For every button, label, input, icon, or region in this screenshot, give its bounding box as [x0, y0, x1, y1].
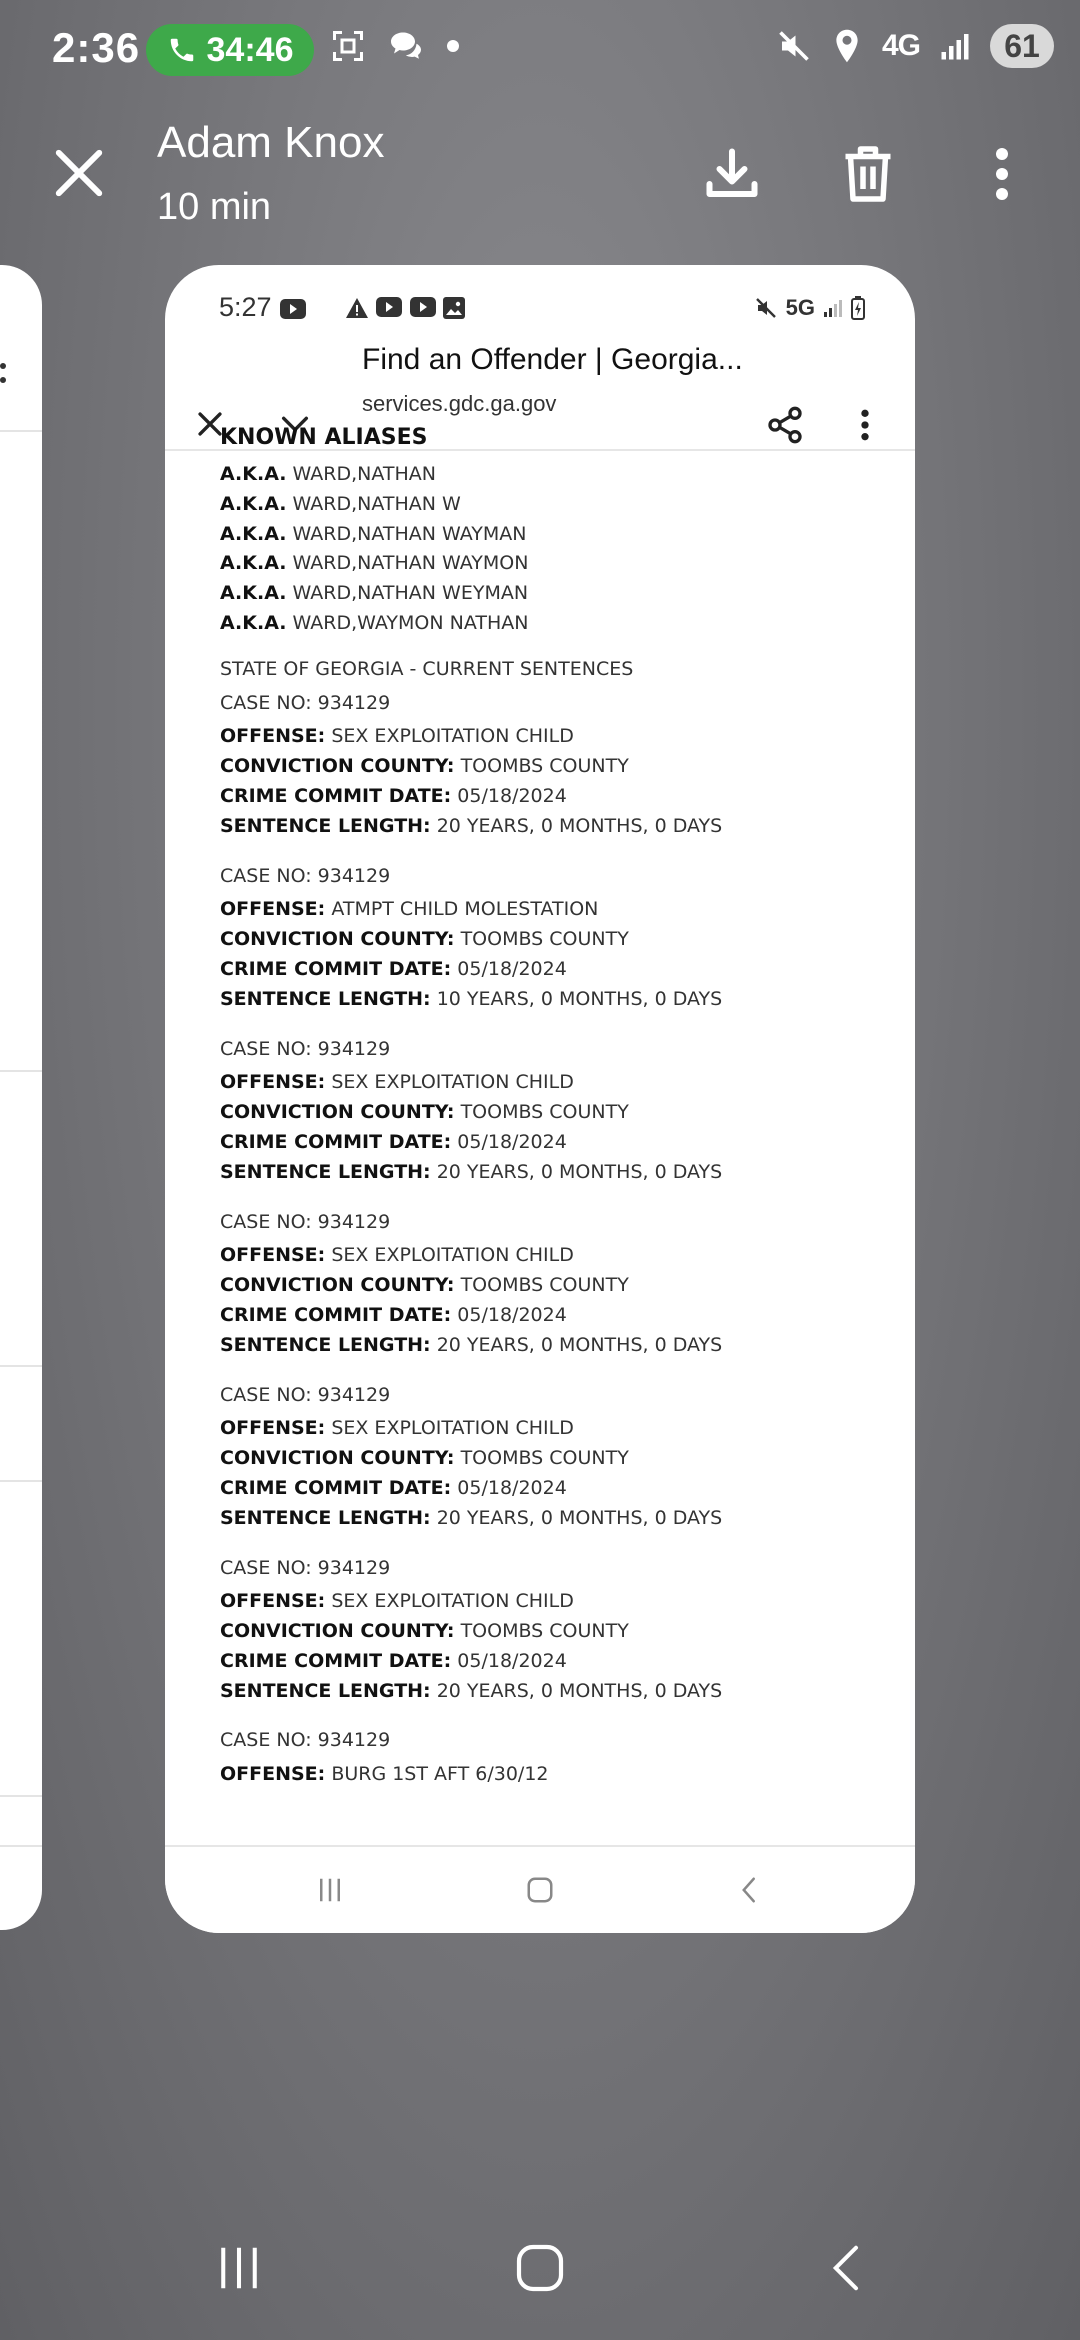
case-number: CASE NO: 934129	[220, 864, 391, 887]
date-row	[220, 1301, 870, 1331]
offense-value: ATMPT CHILD MOLESTATION	[331, 898, 599, 921]
case-number: CASE NO: 934129	[220, 1210, 391, 1233]
download-icon[interactable]	[702, 142, 762, 206]
date-row	[220, 1128, 870, 1158]
length-row	[220, 812, 870, 842]
offense-row	[220, 1414, 870, 1444]
preview-status-time: 5:27	[219, 292, 272, 322]
length-row	[220, 1677, 870, 1707]
offense-label: OFFENSE:	[220, 1763, 326, 1786]
aka-label: A.K.A.	[220, 552, 287, 575]
county-value: TOOMBS COUNTY	[460, 1620, 629, 1643]
offense-value: SEX EXPLOITATION CHILD	[331, 1244, 574, 1267]
status-icons-left	[330, 28, 460, 64]
alias-value: WARD,WAYMON NATHAN	[292, 611, 529, 634]
notification-dot-icon	[446, 39, 460, 53]
offense-label: OFFENSE:	[220, 1244, 326, 1267]
list-item	[220, 609, 870, 639]
case-entry	[220, 1726, 870, 1790]
previous-recent-card[interactable]	[0, 265, 42, 1930]
youtube-icon	[280, 299, 306, 319]
county-label: CONVICTION COUNTY:	[220, 928, 455, 951]
home-icon	[525, 1875, 555, 1905]
offense-label: OFFENSE:	[220, 898, 326, 921]
length-row	[220, 1504, 870, 1534]
page-title: Find an Offender | Georgia...	[362, 343, 743, 376]
status-time: 2:36	[52, 24, 141, 71]
alias-list	[220, 460, 870, 639]
case-number: CASE NO: 934129	[220, 1383, 391, 1406]
mute-icon	[776, 28, 812, 64]
length-value: 10 YEARS, 0 MONTHS, 0 DAYS	[436, 987, 723, 1010]
offense-row	[220, 1587, 870, 1617]
aka-label: A.K.A.	[220, 463, 287, 485]
contact-name: Adam Knox	[157, 118, 385, 167]
list-item	[220, 549, 870, 579]
alias-value: WARD,NATHAN W	[292, 492, 461, 515]
length-row	[220, 1331, 870, 1361]
county-value: TOOMBS COUNTY	[460, 1274, 629, 1297]
county-row	[220, 1271, 870, 1301]
signal-icon	[823, 298, 843, 318]
offense-row	[220, 722, 870, 752]
date-label: CRIME COMMIT DATE:	[220, 1476, 452, 1499]
offense-value: SEX EXPLOITATION CHILD	[331, 1590, 574, 1613]
length-value: 20 YEARS, 0 MONTHS, 0 DAYS	[436, 814, 723, 837]
date-value: 05/18/2024	[457, 957, 567, 980]
date-row	[220, 1647, 870, 1677]
warning-icon	[345, 297, 369, 319]
list-item	[220, 490, 870, 520]
date-label: CRIME COMMIT DATE:	[220, 1649, 452, 1672]
case-number: CASE NO: 934129	[220, 1729, 391, 1752]
case-entry	[220, 862, 870, 1015]
date-label: CRIME COMMIT DATE:	[220, 1130, 452, 1153]
offense-row	[220, 1068, 870, 1098]
length-value: 20 YEARS, 0 MONTHS, 0 DAYS	[436, 1679, 723, 1702]
length-label: SENTENCE LENGTH:	[220, 1160, 431, 1183]
alias-value: WARD,NATHAN WEYMAN	[292, 582, 529, 605]
preview-notification-icons	[345, 297, 465, 319]
offense-value: SEX EXPLOITATION CHILD	[331, 725, 574, 748]
county-row	[220, 1444, 870, 1474]
case-entry	[220, 1381, 870, 1534]
length-label: SENTENCE LENGTH:	[220, 1333, 431, 1356]
back-icon	[735, 1875, 765, 1905]
offense-label: OFFENSE:	[220, 1417, 326, 1440]
date-value: 05/18/2024	[457, 1649, 567, 1672]
trash-icon[interactable]	[838, 142, 898, 206]
case-entry	[220, 1208, 870, 1361]
preview-status-icons	[280, 299, 306, 319]
county-value: TOOMBS COUNTY	[460, 755, 629, 778]
length-row	[220, 985, 870, 1015]
offense-value: SEX EXPLOITATION CHILD	[331, 1417, 574, 1440]
aliases-heading: KNOWN ALIASES	[220, 425, 428, 450]
navigation-bar	[0, 2220, 1080, 2320]
network-type: 4G	[881, 29, 920, 62]
home-button-icon[interactable]	[512, 2240, 568, 2296]
offense-row	[220, 1241, 870, 1271]
length-label: SENTENCE LENGTH:	[220, 814, 431, 837]
screenshot-icon	[330, 28, 366, 64]
case-number: CASE NO: 934129	[220, 1037, 391, 1060]
location-icon	[832, 28, 862, 64]
date-label: CRIME COMMIT DATE:	[220, 957, 452, 980]
length-label: SENTENCE LENGTH:	[220, 1679, 431, 1702]
offense-label: OFFENSE:	[220, 1590, 326, 1613]
call-timer: 34:46	[206, 30, 294, 69]
sentences-heading: STATE OF GEORGIA - CURRENT SENTENCES	[220, 657, 634, 680]
date-row	[220, 782, 870, 812]
length-label: SENTENCE LENGTH:	[220, 987, 431, 1010]
recent-app-preview[interactable]	[165, 265, 915, 1933]
chat-bubbles-icon	[388, 28, 424, 64]
close-icon[interactable]	[52, 146, 106, 200]
duration-text: 10 min	[157, 186, 272, 228]
offender-details	[220, 425, 870, 1810]
county-label: CONVICTION COUNTY:	[220, 1447, 455, 1470]
recents-button-icon[interactable]	[212, 2240, 266, 2296]
length-value: 20 YEARS, 0 MONTHS, 0 DAYS	[436, 1333, 723, 1356]
youtube-icon	[375, 297, 403, 317]
offense-label: OFFENSE:	[220, 1071, 326, 1094]
alias-value: WARD,NATHAN WAYMON	[292, 552, 529, 575]
offense-value: SEX EXPLOITATION CHILD	[331, 1071, 574, 1094]
county-label: CONVICTION COUNTY:	[220, 1620, 455, 1643]
youtube-icon	[409, 297, 437, 317]
case-entry	[220, 1554, 870, 1707]
county-value: TOOMBS COUNTY	[460, 1447, 629, 1470]
preview-network-type: 5G	[785, 295, 815, 320]
call-timer-pill[interactable]	[146, 24, 314, 76]
county-row	[220, 925, 870, 955]
length-row	[220, 1158, 870, 1188]
image-icon	[443, 297, 465, 319]
aka-label: A.K.A.	[220, 522, 287, 545]
date-row	[220, 1474, 870, 1504]
list-item	[220, 460, 870, 490]
preview-status-bar	[165, 265, 915, 345]
status-bar	[0, 0, 1080, 100]
county-value: TOOMBS COUNTY	[460, 928, 629, 951]
offense-label: OFFENSE:	[220, 725, 326, 748]
offense-row	[220, 895, 870, 925]
case-number: CASE NO: 934129	[220, 691, 391, 714]
signal-icon	[940, 31, 970, 61]
county-label: CONVICTION COUNTY:	[220, 755, 455, 778]
battery-charging-icon	[851, 296, 865, 320]
length-label: SENTENCE LENGTH:	[220, 1506, 431, 1529]
date-value: 05/18/2024	[457, 784, 567, 807]
status-icons-right	[776, 24, 1054, 68]
case-entry	[220, 1035, 870, 1188]
list-item	[220, 520, 870, 550]
list-item	[220, 579, 870, 609]
mute-icon	[754, 296, 778, 320]
aka-label: A.K.A.	[220, 611, 287, 634]
alias-value: WARD,NATHAN	[292, 463, 437, 485]
date-value: 05/18/2024	[457, 1476, 567, 1499]
offense-value: BURG 1ST AFT 6/30/12	[331, 1763, 549, 1786]
length-value: 20 YEARS, 0 MONTHS, 0 DAYS	[436, 1160, 723, 1183]
back-button-icon[interactable]	[820, 2240, 874, 2296]
case-number: CASE NO: 934129	[220, 1556, 391, 1579]
date-label: CRIME COMMIT DATE:	[220, 1303, 452, 1326]
page-url: services.gdc.ga.gov	[362, 391, 557, 416]
county-label: CONVICTION COUNTY:	[220, 1274, 455, 1297]
preview-nav-bar	[165, 1845, 915, 1933]
county-row	[220, 1617, 870, 1647]
alias-value: WARD,NATHAN WAYMAN	[292, 522, 527, 545]
county-row	[220, 1098, 870, 1128]
preview-status-right	[754, 295, 865, 321]
county-label: CONVICTION COUNTY:	[220, 1101, 455, 1124]
phone-icon	[167, 35, 197, 65]
county-row	[220, 752, 870, 782]
date-label: CRIME COMMIT DATE:	[220, 784, 452, 807]
date-value: 05/18/2024	[457, 1130, 567, 1153]
date-row	[220, 955, 870, 985]
more-options-icon[interactable]	[972, 142, 1032, 206]
offense-row	[220, 1760, 870, 1790]
recents-icon	[315, 1875, 345, 1905]
county-value: TOOMBS COUNTY	[460, 1101, 629, 1124]
date-value: 05/18/2024	[457, 1303, 567, 1326]
aka-label: A.K.A.	[220, 492, 287, 515]
case-entry	[220, 689, 870, 842]
aka-label: A.K.A.	[220, 582, 287, 605]
length-value: 20 YEARS, 0 MONTHS, 0 DAYS	[436, 1506, 723, 1529]
battery-indicator: 61	[990, 24, 1054, 68]
